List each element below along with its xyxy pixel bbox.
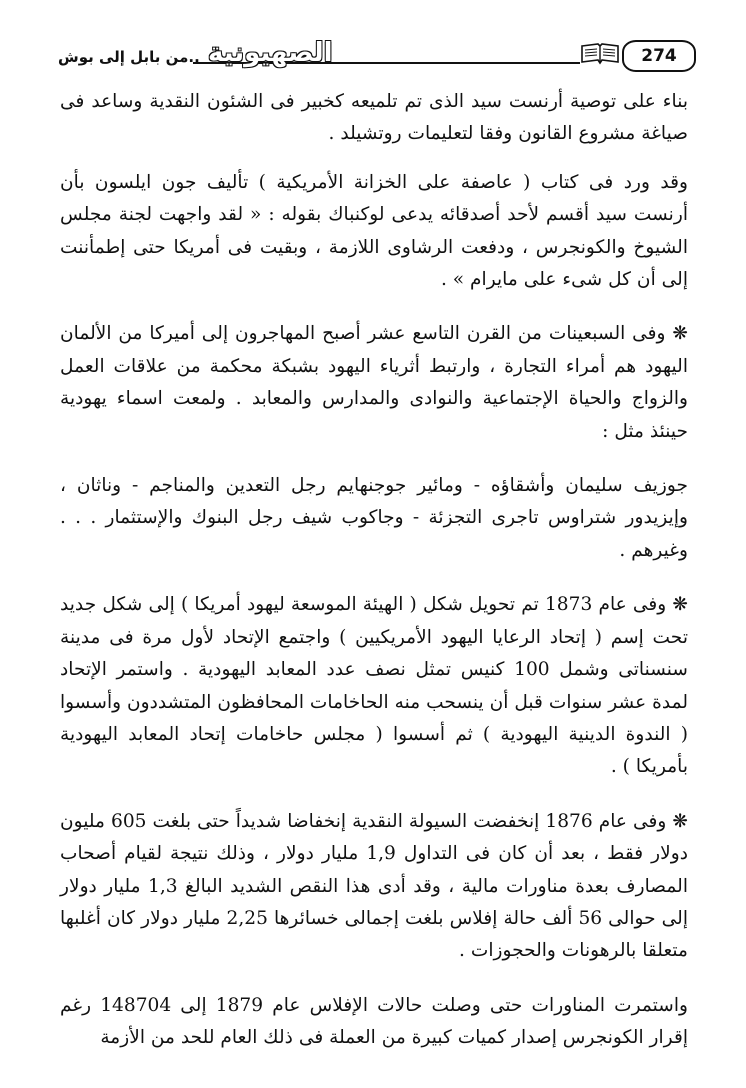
page-header: [58, 36, 698, 80]
paragraph: ❋ وفى عام 1873 تم تحويل شكل ( الهيئة الموسعة ليهود أمريكا ) إلى شكل جديد تحت إسم ( إتحاد الرعايا اليهود الأمريكيين ) واجتمع الإتحاد لأول مرة فى مدينة سنسناتى وشمل 100 كنيس تمثل نصف عدد المعابد اليهودية . واستمر الإتحاد لمدة عشر سنوات قبل أن ينسحب منه الحاخامات المحافظون المتشددون وأسسوا ( الندوة الدينية اليهودية ) ثم أسسوا ( مجلس حاخامات إتحاد المعابد اليهودية بأمريكا ) .: [60, 594, 689, 778]
paragraph: وقد ورد فى كتاب ( عاصفة على الخزانة الأمريكية ) تأليف جون ايلسون بأن أرنست سيد أقسم لأحد أصدقائه يدعى لوكنباك بقوله : « لقد واجهت لجنة مجلس الشيوخ والكونجرس ، ودفعت الرشاوى اللازمة ، وبقيت فى أمريكا حتى إطمأننت إلى أن كل شىء على مايرام » .: [60, 171, 688, 291]
paragraph: ❋ وفى السبعينات من القرن التاسع عشر أصبح المهاجرون إلى أميركا من الألمان اليهود هم أمراء التجارة ، وارتبط أثرياء اليهود بشبكة محكمة من علاقات العمل والزواج والحياة الإجتماعية والنوادى والمدارس والمعابد . ولمعت اسماء يهودية حينئذ مثل :: [60, 323, 688, 442]
paragraph: ❋ وفى عام 1876 إنخفضت السيولة النقدية إنخفاضا شديداً حتى بلغت 605 مليون دولار فقط ، بعد أن كان فى التداول 1,9 مليار دولار ، وذلك نتيجة لقيام أصحاب المصارف بعدة مناورات مالية ، وقد أدى هذا النقص الشديد البالغ 1,3 مليار دولار إلى حوالى 56 ألف حالة إفلاس بلغت إجمالى خسائرها 2,25 مليار دولار كان أغلبها متعلقا بالرهونات والحجوزات .: [60, 810, 688, 962]
page-number: 274: [622, 40, 696, 72]
paragraph: بناء على توصية أرنست سيد الذى تم تلميعه كخبير فى الشئون النقدية وساعد فى صياغة مشروع القانون وفقا لتعليمات روتشيلد .: [60, 91, 688, 145]
book-subtitle: ..من بابل إلى بوش: [58, 48, 200, 66]
page-body: [60, 86, 688, 1077]
book-icon: [580, 42, 620, 66]
paragraph: جوزيف سليمان وأشقاؤه - ومائير جوجنهايم رجل التعدين والمناجم - وناثان ، وإيزيدور شتراوس تاجرى التجزئة - وجاكوب شيف رجل البنوك والإستثمار . . . وغيرهم .: [60, 475, 688, 561]
book-title: الصهيونية: [208, 38, 333, 68]
paragraph: واستمرت المناورات حتى وصلت حالات الإفلاس عام 1879 إلى 148704 رغم إقرار الكونجرس إصدار كميات كبيرة من العملة فى ذلك العام للحد من الأزمة: [60, 994, 688, 1049]
